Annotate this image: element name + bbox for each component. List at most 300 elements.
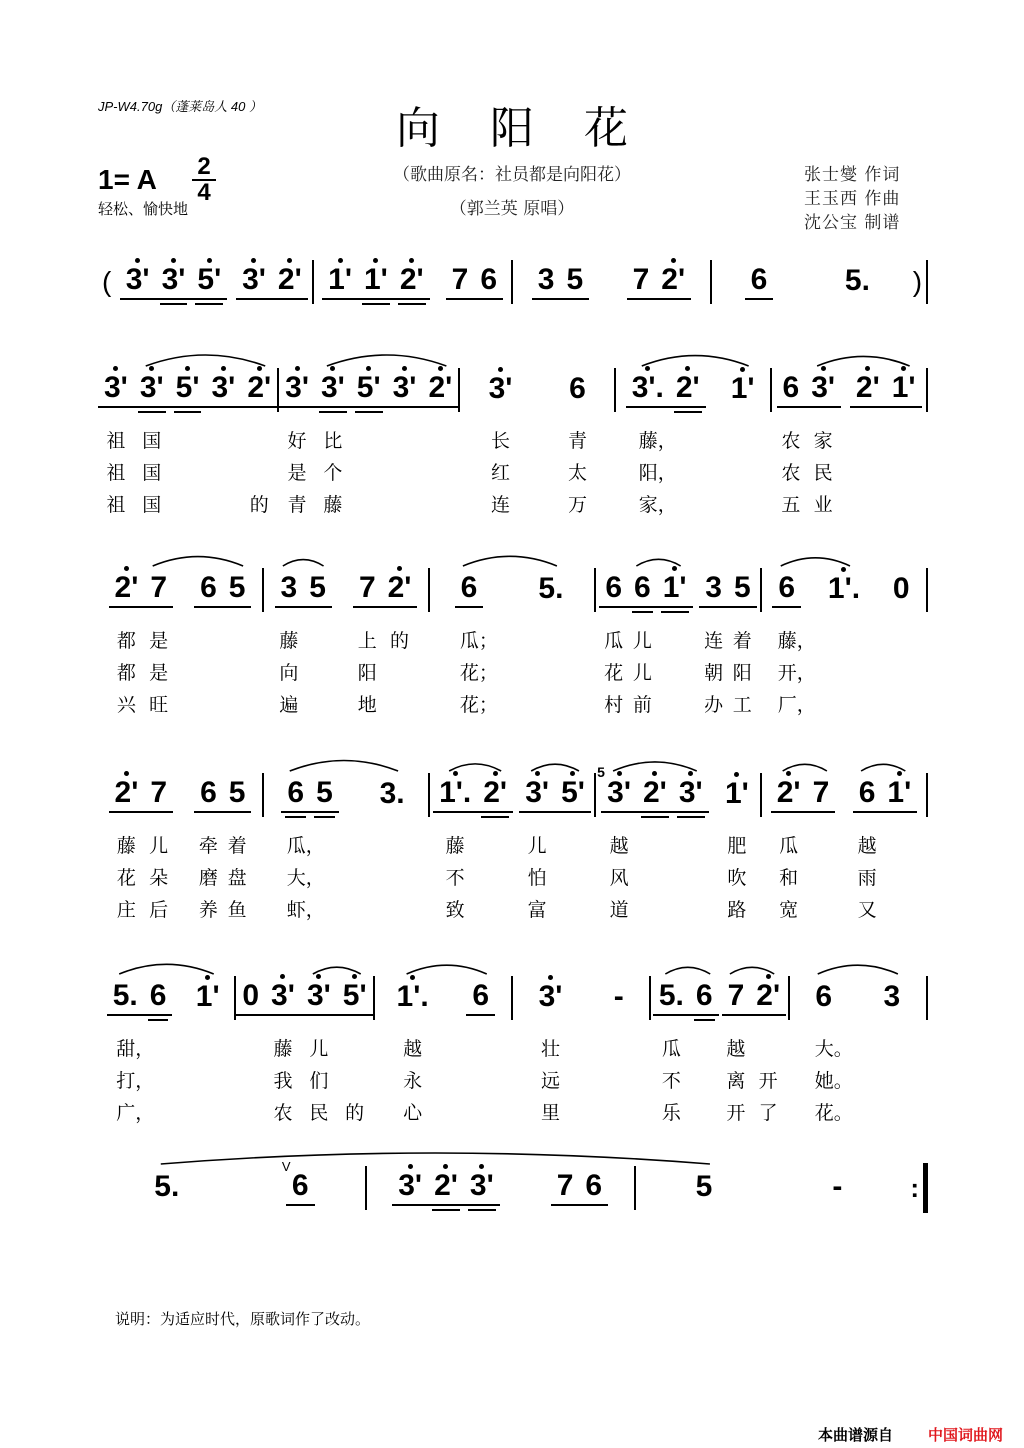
rest — [887, 571, 916, 605]
beat-group — [391, 979, 435, 1015]
lyric-syllable: 离 — [726, 1070, 746, 1092]
lyric-syllable: 的 — [249, 494, 269, 516]
lyric-syllable: 养 — [198, 899, 218, 921]
measure — [98, 773, 262, 817]
note — [322, 262, 358, 296]
original-name: （歌曲原名：社员都是向阳花） — [393, 165, 631, 185]
lyric-syllable: 国 — [142, 494, 162, 516]
lyric-syllable: 大， — [286, 867, 325, 889]
tempo-marking: 轻松、愉快地 — [98, 200, 189, 218]
lyric-syllable: 家 — [813, 430, 833, 452]
second-underline — [160, 303, 188, 305]
note — [464, 1168, 500, 1202]
note-value: 3' — [320, 370, 345, 404]
lyric-syllable: 儿 — [149, 835, 169, 857]
second-underline — [314, 816, 335, 818]
score-row — [98, 368, 928, 516]
note — [170, 370, 206, 404]
beat-group — [387, 370, 459, 408]
slur — [531, 764, 579, 771]
note-value: 1' — [730, 371, 755, 405]
note-value: 1' — [195, 979, 220, 1013]
lyric-syllable: 广， — [116, 1102, 155, 1124]
lyric-syllable: 藤 — [273, 1038, 293, 1060]
note-value: 5. — [538, 571, 564, 605]
second-underline — [285, 816, 306, 818]
note — [532, 262, 561, 296]
note-value: 3' — [139, 370, 164, 404]
beat-group — [281, 775, 338, 813]
measure — [616, 368, 770, 412]
lyric-syllable: 厂， — [777, 694, 816, 716]
note-value: 6 — [460, 570, 478, 604]
note-value: 3' — [811, 370, 836, 404]
slur — [146, 355, 265, 366]
note — [771, 775, 807, 809]
lyric-syllable: 和 — [779, 867, 799, 889]
note-value: 2' — [277, 262, 302, 296]
note-value: 3' — [285, 370, 309, 404]
note-value: 5 — [733, 570, 751, 604]
note — [382, 570, 418, 604]
note — [392, 1168, 428, 1202]
note-value: 1' — [725, 776, 749, 810]
note-value: 3' — [242, 262, 266, 296]
second-underline — [694, 1019, 715, 1021]
note — [878, 979, 907, 1013]
note-value: 5 — [695, 1169, 713, 1203]
beat-group — [608, 979, 630, 1015]
beat-group — [599, 570, 692, 608]
beat-group — [722, 978, 787, 1016]
score-row — [98, 1158, 928, 1210]
slur — [119, 964, 214, 974]
lyric-syllable: 前 — [632, 694, 652, 716]
measure — [430, 568, 594, 612]
slur — [817, 356, 910, 366]
lyric-syllable: 国 — [142, 430, 162, 452]
note-value: 3 — [537, 262, 555, 296]
note-value: 3' — [211, 370, 236, 404]
note — [428, 1168, 464, 1202]
lyric-syllable: 是 — [149, 630, 169, 652]
note-value: 6 — [480, 262, 497, 296]
beat-group — [353, 570, 418, 608]
note — [805, 370, 841, 404]
note-value: 3 — [280, 570, 298, 604]
note — [690, 978, 719, 1012]
note — [597, 763, 637, 809]
note-value: 2' — [855, 370, 880, 404]
measure — [375, 976, 511, 1020]
lyric-syllable: 鱼 — [227, 899, 247, 921]
second-underline — [632, 611, 653, 613]
note — [391, 979, 435, 1013]
beat-group — [878, 979, 907, 1015]
note — [315, 370, 351, 404]
lyric-syllable: 儿 — [632, 630, 652, 652]
beat-group — [466, 978, 495, 1016]
note-value: 3' — [607, 775, 631, 809]
note — [807, 775, 836, 809]
lyric-syllable: 青 — [567, 430, 587, 452]
slur — [313, 967, 361, 974]
dash — [826, 1169, 848, 1203]
lyric-syllable: 都 — [116, 662, 136, 684]
note — [279, 370, 315, 404]
lyric-syllable: 祖 — [106, 430, 126, 452]
note — [809, 979, 838, 1013]
lyric-syllable: 里 — [541, 1102, 561, 1124]
second-underline — [174, 411, 202, 413]
note — [107, 978, 144, 1012]
measure — [314, 260, 511, 304]
score-row — [98, 568, 928, 716]
beat-group — [190, 979, 226, 1015]
slur — [613, 762, 697, 771]
lyric-syllable: 旺 — [149, 694, 169, 716]
note-value: - — [832, 1169, 843, 1203]
lyricist-credit: 张士燮 作词 — [804, 165, 901, 185]
note-value: 2' — [643, 775, 667, 809]
lyric-syllable: 民 — [813, 462, 833, 484]
note — [351, 370, 387, 404]
note-value: 3' — [525, 775, 550, 809]
note-value: 1' — [363, 262, 388, 296]
note — [728, 570, 757, 604]
note — [822, 571, 866, 605]
measure — [712, 260, 909, 304]
lyric-syllable: 太 — [567, 462, 587, 484]
second-underline — [195, 303, 223, 305]
lyric-syllable: 着 — [732, 630, 752, 652]
measure — [636, 1166, 903, 1210]
note — [637, 775, 673, 809]
note-value: 6 — [585, 1168, 603, 1202]
lyric-syllable: 花。 — [814, 1102, 853, 1124]
beat-group — [822, 571, 866, 607]
note-value: 3. — [379, 776, 405, 810]
lyric-syllable: 道 — [609, 899, 629, 921]
note-value: 2' — [756, 978, 781, 1012]
note-value: 3 — [705, 570, 722, 604]
lyric-syllable: 大。 — [814, 1038, 853, 1060]
note-value: 5 — [309, 570, 326, 604]
lyric-syllable: 瓜； — [459, 630, 498, 652]
lyric-syllable: 不 — [445, 867, 465, 889]
lyric-syllable: 宽 — [779, 899, 799, 921]
score-row — [98, 260, 928, 304]
note-value: 7 — [556, 1168, 574, 1202]
note — [236, 262, 272, 296]
composer-credit: 王玉西 作曲 — [804, 189, 901, 209]
note-value: 7 — [451, 262, 469, 296]
lyric-syllable: 牵 — [198, 835, 218, 857]
note — [353, 570, 382, 604]
note — [474, 262, 503, 296]
note-value: 3' — [392, 370, 417, 404]
barline — [926, 773, 928, 817]
beat-group — [446, 262, 503, 300]
beat-group — [483, 371, 519, 407]
note — [850, 370, 886, 404]
slur — [153, 557, 243, 566]
lyric-syllable: 地 — [357, 694, 377, 716]
song-title: 向阳花 — [396, 103, 678, 154]
beat-group — [532, 571, 569, 607]
note — [628, 570, 657, 604]
note-value: 7 — [812, 775, 830, 809]
second-underline — [148, 1019, 169, 1021]
measure — [279, 368, 458, 412]
note-value: 3' — [538, 979, 563, 1013]
lyric-syllable: 个 — [323, 462, 343, 484]
beat-group — [205, 370, 277, 408]
note — [777, 370, 806, 404]
lyric-syllable: 业 — [813, 494, 833, 516]
beat-group — [301, 978, 373, 1016]
note-value: 2' — [428, 370, 453, 404]
slur — [665, 967, 710, 974]
note — [310, 775, 339, 809]
note-value: 6 — [200, 775, 217, 809]
lyric-syllable: 又 — [857, 899, 877, 921]
note — [653, 978, 690, 1012]
lyric-syllable: 都 — [116, 630, 136, 652]
lyric-syllable: 致 — [445, 899, 465, 921]
lyric-syllable: 兴 — [116, 694, 136, 716]
measure — [264, 568, 428, 612]
beat-group — [275, 570, 332, 608]
note — [455, 570, 484, 604]
repeat-sign: : — [910, 1172, 920, 1203]
measure — [762, 568, 926, 612]
lyric-syllable: 民 — [309, 1102, 329, 1124]
barline — [926, 260, 928, 304]
lyric-syllable: 永 — [403, 1070, 423, 1092]
second-underline — [319, 411, 347, 413]
note — [555, 775, 591, 809]
note — [533, 979, 569, 1013]
note — [134, 370, 170, 404]
note-value: 3 — [883, 979, 901, 1013]
beat-group — [725, 371, 761, 407]
lyric-syllable: 越 — [857, 835, 877, 857]
lyric-syllable: 家， — [638, 494, 677, 516]
lyric-syllable: 庄 — [116, 899, 136, 921]
note-value: 1'. — [396, 979, 429, 1013]
note-value: 5. — [154, 1169, 180, 1203]
measure — [772, 368, 926, 412]
lyric-syllable: 盘 — [227, 867, 247, 889]
note — [627, 262, 656, 296]
note — [483, 371, 519, 405]
note-value: 2' — [661, 262, 686, 296]
lyric-syllable: 开 — [758, 1070, 778, 1092]
measure — [98, 568, 262, 612]
beat-group — [107, 978, 173, 1016]
note-value: 5. — [844, 263, 870, 297]
beat-group — [455, 570, 484, 608]
lyric-syllable: 越 — [609, 835, 629, 857]
note-value: 5 — [228, 775, 246, 809]
measure — [762, 773, 926, 817]
footnote: 说明：为适应时代，原歌词作了改动。 — [115, 1310, 371, 1328]
lyric-syllable: 路 — [727, 899, 747, 921]
note-value: 5. — [112, 978, 138, 1012]
note-value: 3' — [104, 370, 128, 404]
lyric-syllable: 儿 — [309, 1038, 329, 1060]
note-value: 2' — [434, 1168, 458, 1202]
lyric-syllable: 不 — [661, 1070, 681, 1092]
second-underline — [398, 303, 426, 305]
note-value: 6 — [750, 262, 768, 296]
lyric-syllable: 着 — [227, 835, 247, 857]
note-value: 7 — [727, 978, 745, 1012]
note — [690, 1169, 719, 1203]
note — [109, 775, 145, 809]
arranger-credit: 沈公宝 制谱 — [804, 213, 901, 233]
lyric-syllable: 祖 — [106, 494, 126, 516]
lyric-syllable: 甜， — [116, 1038, 155, 1060]
lyric-syllable: 农 — [781, 430, 801, 452]
lyric-syllable: 花 — [604, 662, 624, 684]
lyric-syllable: 的 — [345, 1102, 365, 1124]
beat-group — [322, 262, 429, 300]
note — [144, 570, 173, 604]
note — [358, 262, 394, 296]
lyric-syllable: 怕 — [527, 867, 547, 889]
note-value: 5 — [316, 775, 333, 809]
beat-group — [194, 775, 251, 813]
note — [265, 978, 301, 1012]
lyric-syllable: 儿 — [527, 835, 547, 857]
beat-group — [771, 775, 836, 813]
lyric-syllable: 上 — [357, 630, 377, 652]
lyric-syllable: 后 — [149, 899, 169, 921]
note — [853, 775, 882, 809]
note — [272, 262, 308, 296]
second-underline — [674, 411, 702, 413]
note-value: 3' — [271, 978, 295, 1012]
barline — [926, 368, 928, 412]
lyric-syllable: 朵 — [149, 867, 169, 889]
lyric-syllable: 是 — [149, 662, 169, 684]
note-value: 1'. — [827, 571, 861, 605]
lyric-syllable: 农 — [781, 462, 801, 484]
lyric-syllable: 花； — [459, 694, 498, 716]
lyric-syllable: 风 — [609, 867, 629, 889]
lyric-syllable: 肥 — [727, 835, 747, 857]
note — [519, 775, 555, 809]
lyric-syllable: 遍 — [279, 694, 299, 716]
time-top: 2 — [197, 153, 211, 180]
note-value: 2' — [114, 775, 139, 809]
note — [433, 775, 477, 809]
note — [337, 978, 373, 1012]
note-value: 5 — [566, 262, 584, 296]
lyric-syllable: 工 — [732, 694, 752, 716]
note — [599, 570, 628, 604]
lyric-syllable: 儿 — [632, 662, 652, 684]
note — [745, 262, 774, 296]
lyric-syllable: 越 — [726, 1038, 746, 1060]
note — [719, 776, 755, 810]
measure — [513, 976, 649, 1020]
lyric-syllable: 雨 — [857, 867, 877, 889]
source-label: JP-W4.70g（蓬莱岛人 40 ） — [98, 99, 262, 114]
note-value: 3' — [678, 775, 703, 809]
note — [194, 570, 223, 604]
beat-group — [719, 776, 755, 812]
final-barline — [923, 1163, 928, 1213]
note-value: 6 — [200, 570, 217, 604]
note-value: 1'. — [439, 775, 472, 809]
slur — [161, 1153, 710, 1164]
lyric-syllable: 好 — [287, 430, 307, 452]
slur — [327, 355, 446, 366]
note — [466, 978, 495, 1012]
lyric-syllable: 藤 — [116, 835, 136, 857]
slur — [283, 560, 324, 566]
lyric-syllable: 富 — [527, 899, 547, 921]
beat-group — [532, 262, 589, 300]
lyric-syllable: 花； — [459, 662, 498, 684]
score-row — [98, 763, 928, 921]
note-value: 6 — [858, 775, 876, 809]
note — [194, 775, 223, 809]
note — [772, 570, 801, 604]
note-value: 0 — [892, 571, 910, 605]
lyric-syllable: 长 — [491, 430, 511, 452]
note — [886, 370, 922, 404]
beat-group — [772, 570, 801, 608]
note — [281, 775, 310, 809]
note — [477, 775, 513, 809]
note — [560, 262, 589, 296]
note — [156, 262, 192, 296]
note-value: 2' — [483, 775, 508, 809]
note — [190, 979, 226, 1013]
beat-group — [236, 978, 301, 1016]
lyric-syllable: 阳 — [732, 662, 752, 684]
lyric-syllable: 连 — [491, 494, 511, 516]
lyric-syllable: 瓜 — [604, 630, 624, 652]
beat-group — [809, 979, 838, 1015]
lyric-syllable: 们 — [309, 1070, 329, 1092]
beat-group — [853, 775, 918, 813]
measure — [115, 260, 312, 304]
lyric-syllable: 她。 — [814, 1070, 853, 1092]
footer-site-link[interactable]: 中国词曲网 — [928, 1426, 1004, 1444]
lyric-syllable: 办 — [704, 694, 724, 716]
note-value: 6 — [291, 1168, 309, 1202]
second-underline — [432, 1209, 460, 1211]
note — [722, 978, 751, 1012]
beat-group — [745, 262, 774, 300]
note — [144, 775, 173, 809]
close-paren: ) — [912, 266, 923, 297]
lyric-syllable: 村 — [604, 694, 624, 716]
note — [881, 775, 917, 809]
second-underline — [362, 303, 390, 305]
note — [532, 571, 569, 605]
note — [109, 570, 145, 604]
note-value: 1' — [328, 262, 352, 296]
beat-group — [109, 570, 174, 608]
beat-group — [699, 570, 756, 608]
beat-group — [563, 371, 592, 407]
